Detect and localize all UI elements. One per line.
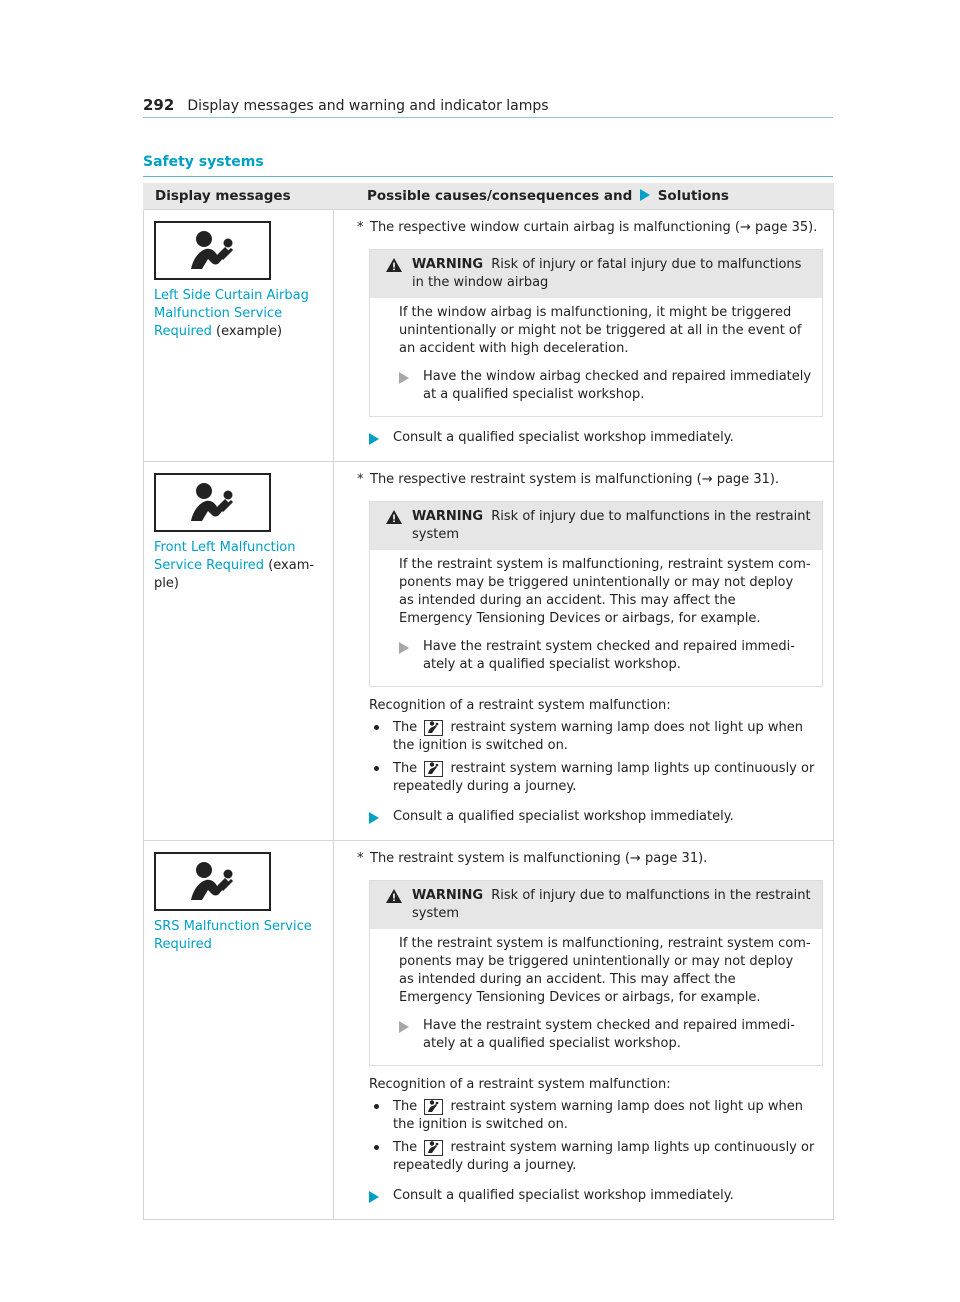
solution-step [369,808,823,826]
table-header-row [144,183,834,210]
cause-text [357,850,823,868]
warning-header [370,502,822,550]
page-header-title: Display messages and warning and indicator lamps [187,98,549,114]
solution-step [369,1187,823,1205]
asterisk-marker: * [357,472,364,487]
recognition-heading: Recognition of a restraint system malfunction: [369,1077,671,1092]
cause-text [357,219,823,237]
warning-text: If the restraint system is malfunctioning, restraint system components may be triggered unintentionally or may not deploy as intended during an accident. This may affect the Emergency Tensioning Devices or airbags, for example. [399,557,811,626]
bullet-text-post: restraint system warning lamp lights up continuously or repeatedly during a journey. [393,1140,815,1173]
warning-title: Risk of injury or fatal injury due to malfunctions in the window airbag [412,257,802,290]
bullet-dot [374,725,379,730]
bullet-dot [374,766,379,771]
asterisk-marker: * [357,851,364,866]
display-messages-table [143,183,834,1220]
warning-header [370,881,822,929]
warning-box [369,880,823,1066]
warning-body [370,929,822,1065]
solution-text: Consult a qualified specialist workshop immediately. [393,1188,734,1203]
step-arrow-icon [399,372,409,384]
warning-label: WARNING [412,888,484,903]
restraint-lamp-icon [424,761,443,777]
warning-box [369,501,823,687]
warning-header [370,250,822,298]
airbag-passenger-icon [154,852,271,911]
table-row [144,841,834,1220]
list-item [369,1139,823,1175]
recognition-list [369,719,823,796]
display-message-note: (example) [154,558,315,591]
restraint-lamp-icon [424,1140,443,1156]
display-message-cell [144,841,334,1220]
warning-step-text: Have the window airbag checked and repaired immediately at a qualified specialist workshop. [423,369,812,402]
cause-description: The respective window curtain airbag is malfunctioning (→ page 35). [370,220,818,235]
warning-label: WARNING [412,257,484,272]
warning-triangle-icon [386,258,402,278]
step-arrow-icon [399,642,409,654]
bullet-text-post: restraint system warning lamp does not light up when the ignition is switched on. [393,1099,803,1132]
recognition-heading: Recognition of a restraint system malfunction: [369,698,671,713]
warning-triangle-icon [386,510,402,530]
warning-step [399,368,812,404]
step-arrow-icon [399,1021,409,1033]
bullet-text-pre: The [393,1099,418,1114]
warning-label: WARNING [412,509,484,524]
restraint-lamp-icon [424,720,443,736]
cause-description: The restraint system is malfunctioning (→ page 31). [370,851,708,866]
step-arrow-icon [369,812,379,824]
warning-text: If the window airbag is malfunctioning, it might be triggered unintentionally or might not be triggered at all in the event of an accident with high deceleration. [399,305,802,356]
causes-solutions-cell [334,462,834,841]
warning-step-text: Have the restraint system checked and repaired immediately at a qualified specialist workshop. [423,639,795,672]
warning-step-text: Have the restraint system checked and repaired immediately at a qualified specialist workshop. [423,1018,795,1051]
list-item [369,719,823,755]
recognition-list [369,1098,823,1175]
airbag-passenger-icon [154,473,271,532]
step-arrow-icon [369,1191,379,1203]
solution-text: Consult a qualified specialist workshop immediately. [393,809,734,824]
col-header-causes [334,183,834,210]
bullet-text-post: restraint system warning lamp does not light up when the ignition is switched on. [393,720,803,753]
page-header [143,95,833,118]
play-arrow-icon [640,189,650,201]
solution-step [369,429,823,447]
bullet-dot [374,1104,379,1109]
bullet-text-pre: The [393,1140,418,1155]
warning-body [370,298,822,416]
display-message-cell [144,462,334,841]
list-item [369,760,823,796]
warning-box [369,249,823,417]
cause-text [357,471,823,489]
warning-body [370,550,822,686]
table-row [144,210,834,462]
restraint-lamp-icon [424,1099,443,1115]
bullet-text-pre: The [393,720,418,735]
page-number: 292 [143,96,175,114]
col-header-causes-suffix: Solutions [657,188,729,204]
display-message-text: Left Side Curtain Airbag Malfunction Service Required [154,288,309,339]
display-message-cell [144,210,334,462]
warning-step [399,638,812,674]
col-header-causes-prefix: Possible causes/consequences and [367,188,633,204]
list-item [369,1098,823,1134]
causes-solutions-cell [334,210,834,462]
section-title: Safety systems [143,154,833,177]
bullet-dot [374,1145,379,1150]
solution-text: Consult a qualified specialist workshop immediately. [393,430,734,445]
bullet-text-post: restraint system warning lamp lights up continuously or repeatedly during a journey. [393,761,815,794]
warning-title: Risk of injury due to malfunctions in the restraint system [412,509,811,542]
bullet-text-pre: The [393,761,418,776]
step-arrow-icon [369,433,379,445]
col-header-display-messages: Display messages [144,183,334,210]
airbag-passenger-icon [154,221,271,280]
display-message-text: SRS Malfunction Service Required [154,919,312,952]
display-message-text: Front Left Malfunction Service Required [154,540,296,573]
causes-solutions-cell [334,841,834,1220]
asterisk-marker: * [357,220,364,235]
warning-text: If the restraint system is malfunctioning, restraint system components may be triggered unintentionally or may not deploy as intended during an accident. This may affect the Emergency Tensioning Devices or airbags, for example. [399,936,811,1005]
warning-title: Risk of injury due to malfunctions in the restraint system [412,888,811,921]
display-message-note: (example) [216,324,283,339]
warning-triangle-icon [386,889,402,909]
table-row [144,462,834,841]
warning-step [399,1017,812,1053]
cause-description: The respective restraint system is malfunctioning (→ page 31). [370,472,780,487]
